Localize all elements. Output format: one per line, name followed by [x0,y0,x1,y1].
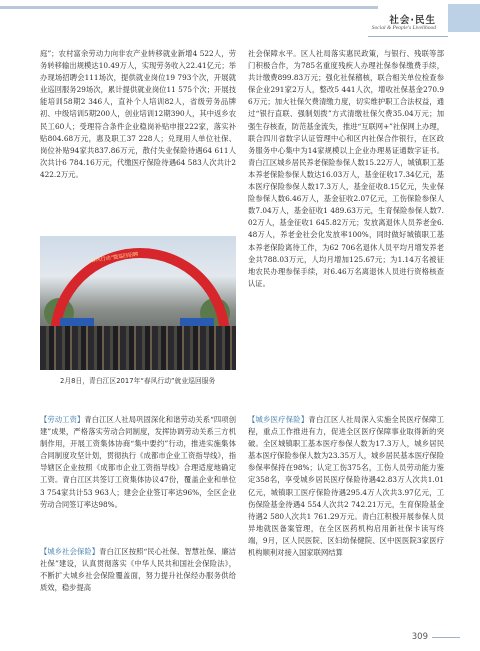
right-column-medical [248,414,444,559]
left-column-insurance [40,546,236,594]
labor-wage-paragraph [40,414,236,511]
labor-wage-heading: 【劳动工资】 [40,415,85,424]
header-rule [0,6,378,9]
medical-insurance-text: 青白江区人社局深入实施全民医疗保障工程，重点工作推进有力，促进全区医疗保障事业取得新的突破。全区城镇职工基本医疗参保人数为17.3万人，城乡居民基本医疗保险参保人数为23.35万人，城乡居民基本医疗保险参保率保持在98%；认定工伤375名，工伤人员劳动能力鉴定358名，享受城乡居民医疗保险待遇42.83万人次共1.01亿元，城镇职工医疗保险待遇295.4万人次共3.97亿元，工伤保险基金待遇4 554人次共2 742.21万元，生育保险基金待遇2 580人次共1 761.29万元。青白江积极开展参保人员异地就医备案管理，在全区医药机构启用新社保卡读写终端，9月，区人民医院、区妇幼保健院、区中医医院3家医疗机构顺利对接入国家联网结算 [248,415,445,558]
social-insurance-paragraph [40,546,236,594]
page-number-rule [432,637,460,638]
left-column-top [40,48,236,181]
medical-insurance-heading: 【城乡医疗保险】 [248,415,309,424]
header-color-tab [448,4,480,32]
section-subtitle: Social & People's Livelihood [371,25,436,31]
page-number: 309 [411,632,428,642]
labor-wage-text: 青白江区人社局巩固深化和谐劳动关系“四项创建”成果，严格落实劳动合同制度，发挥协调劳动关系三方机制作用，开展工资集体协商“集中要约”行动，推进实施集体合同制度攻坚计划，贯彻执行《成都市企业工资指导线》，指导辖区企业按照《成都市企业工资指导线》合理适度地确定工资。青白江区共签订工资集体协议47份，覆盖企业和单位3 754家共计53 963人；建会企业签订率达96%，全区企业劳动合同签订率达98%。 [40,415,237,509]
medical-insurance-paragraph [248,414,444,559]
page-header [0,0,480,50]
event-photo [40,236,236,370]
header-underline [368,36,448,37]
social-security-paragraph: 社会保障水平。区人社局落实惠民政策，与银行、残联等部门积极合作，为785名重度残疾人办理社保参保缴费手续，共计缴费899.83万元；强化社保稽核，联合相关单位检查参保企业291家2万人，整改5 441人次，增收社保基金270.96万元；加大社保欠费清缴力度，切实维护职工合法权益，通过“银行直联、强制划拨”方式清缴社保欠费35.04万元；加强生存核查，防范基金流失，推进“互联网+”社保网上办理，联合四川省数字认证管理中心和区内社保合作银行，在区政务服务中心集中为14家规模以上企业办理易证通数字证书。青白江区城乡居民养老保险参保人数15.22万人，城镇职工基本养老保险参保人数达16.03万人，基金征收17.34亿元，基本医疗保险参保人数17.3万人，基金征收8.15亿元，失业保险参保人数6.46万人，基金征收2.07亿元，工伤保险参保人数7.04万人，基金征收1 489.63万元，生育保险参保人数7.02万人，基金征收1 645.82万元；发放离退休人员养老金6.48万人，养老金社会化发放率100%，同时做好城镇职工基本养老保险离待工作，为62 706名退休人员平均月增发养老金共788.03万元，人均月增加125.67元；为1.14万名被征地农民办理参保手续，对6.46万名离退休人员进行资格核查认证。 [248,49,445,288]
employment-paragraph: 庭”；农村富余劳动力向非农产业转移就业新增4 522人，劳务转移输出规模达10.49万人，实现劳务收入22.41亿元；举办现场招聘会111场次，提供就业岗位19 793个次，开展就业巡回服务29场次，累计提供就业岗位11 575个次；开展技能培训58期2 346人，直补个人培训82人，省级劳务品牌初、中级培训5期200人，创业培训12期390人，其中返乡农民工60人；受理符合条件企业稳岗补贴申报222家，落实补贴804.68万元，惠及职工37 228人；兑现用人单位社保、岗位补贴94家共837.86万元，散付失业保险待遇64 611人次共计6 784.16万元，代缴医疗保险待遇64 583人次共计2 422.2万元。 [40,49,236,179]
photo-crowd [40,326,236,370]
photo-caption: 2月8日，青白江区2017年“春风行动”就业巡回服务 [60,377,216,385]
social-insurance-heading: 【城乡社会保险】 [40,547,100,556]
right-column-top [248,48,444,290]
section-title: 社会·民生 [389,15,436,26]
photo-arch-text: “春风行动”暨巡回招聘 [87,251,139,265]
social-insurance-text: 青白江区按照“民心社保、智慧社保、廉洁社保”建设，认真贯彻落实《中华人民共和国社会保险法》，不断扩大城乡社会保险覆盖面，努力提升社保经办服务供给质效，稳步提高 [40,547,237,593]
left-column-labor [40,414,236,511]
